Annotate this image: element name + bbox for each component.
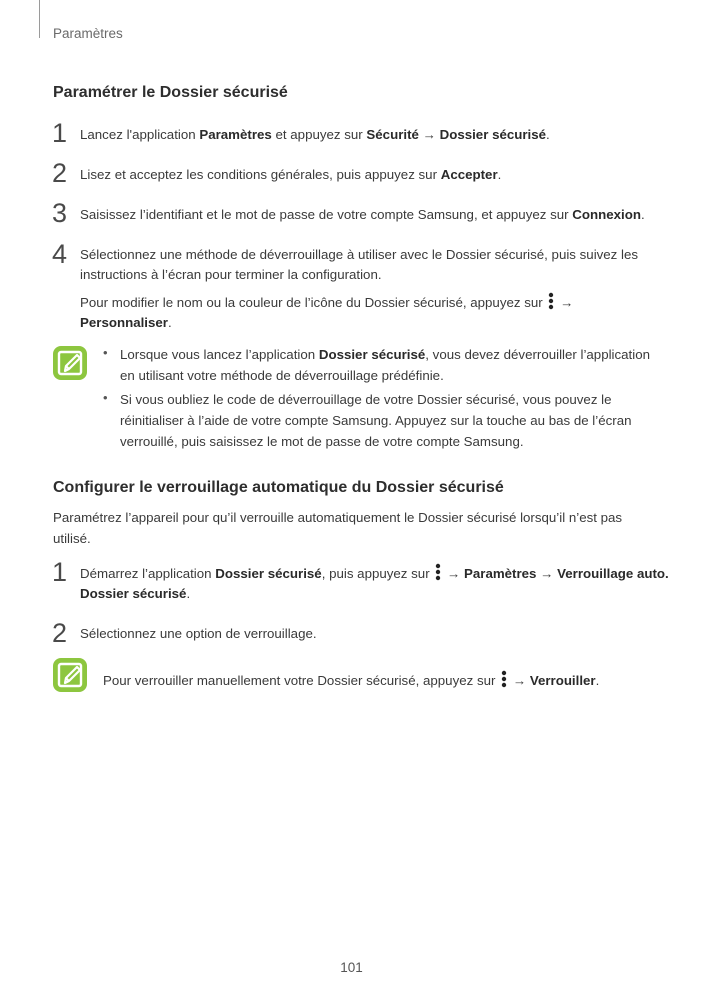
step-1-text: Lancez l'application Paramètres et appuyez sur Sécurité → Dossier sécurisé. — [80, 127, 550, 142]
more-options-icon — [435, 563, 441, 581]
note-bullet-2: Si vous oubliez le code de déverrouillage de votre Dossier sécurisé, vous pouvez le réinitialiser à l’aide de votre compte Samsung. Appuyez sur la touche au bas de l’écran verrouillé, puis saisissez le mot de passe de votre compte Samsung. — [120, 392, 632, 449]
autolock-step-2-text: Sélectionnez une option de verrouillage. — [80, 626, 317, 641]
note-manual-lock: Pour verrouiller manuellement votre Dossier sécurisé, appuyez sur → Verrouiller. — [103, 670, 663, 691]
note-icon — [53, 658, 87, 692]
page-header: Paramètres — [53, 26, 123, 41]
more-options-icon — [548, 292, 554, 310]
header-divider — [39, 0, 40, 38]
step-number: 1 — [52, 557, 68, 587]
step-3-text: Saisissez l’identifiant et le mot de passe de votre compte Samsung, et appuyez sur Connexion. — [80, 207, 645, 222]
step-number: 1 — [52, 118, 68, 148]
step-number: 4 — [52, 239, 68, 269]
section-intro: Paramétrez l’appareil pour qu’il verrouille automatiquement le Dossier sécurisé lorsqu’il n’est pas utilisé. — [53, 510, 623, 546]
step-2-text: Lisez et acceptez les conditions générales, puis appuyez sur Accepter. — [80, 167, 502, 182]
note-bullet-1: Lorsque vous lancez l’application Dossier sécurisé, vous devez déverrouiller l’application en utilisant votre méthode de déverrouillage prédéfinie. — [120, 347, 650, 383]
step-number: 2 — [52, 618, 68, 648]
step-number: 3 — [52, 198, 68, 228]
step-number: 2 — [52, 158, 68, 188]
bullet: • — [103, 390, 108, 405]
step-4-extra-text: Pour modifier le nom ou la couleur de l’icône du Dossier sécurisé, appuyez sur → Personnaliser. — [80, 292, 670, 333]
section-heading-setup: Paramétrer le Dossier sécurisé — [53, 84, 288, 101]
section-heading-autolock: Configurer le verrouillage automatique du Dossier sécurisé — [53, 479, 504, 496]
page-number: 101 — [340, 960, 363, 975]
step-4-text: Sélectionnez une méthode de déverrouillage à utiliser avec le Dossier sécurisé, puis suivez les instructions à l’écran pour terminer la configuration. — [80, 247, 639, 282]
bullet: • — [103, 345, 108, 360]
autolock-step-1-text: Démarrez l’application Dossier sécurisé, puis appuyez sur → Paramètres → Verrouillage auto. Dossier sécurisé. — [80, 563, 670, 604]
note-icon — [53, 346, 87, 380]
more-options-icon — [501, 670, 507, 688]
